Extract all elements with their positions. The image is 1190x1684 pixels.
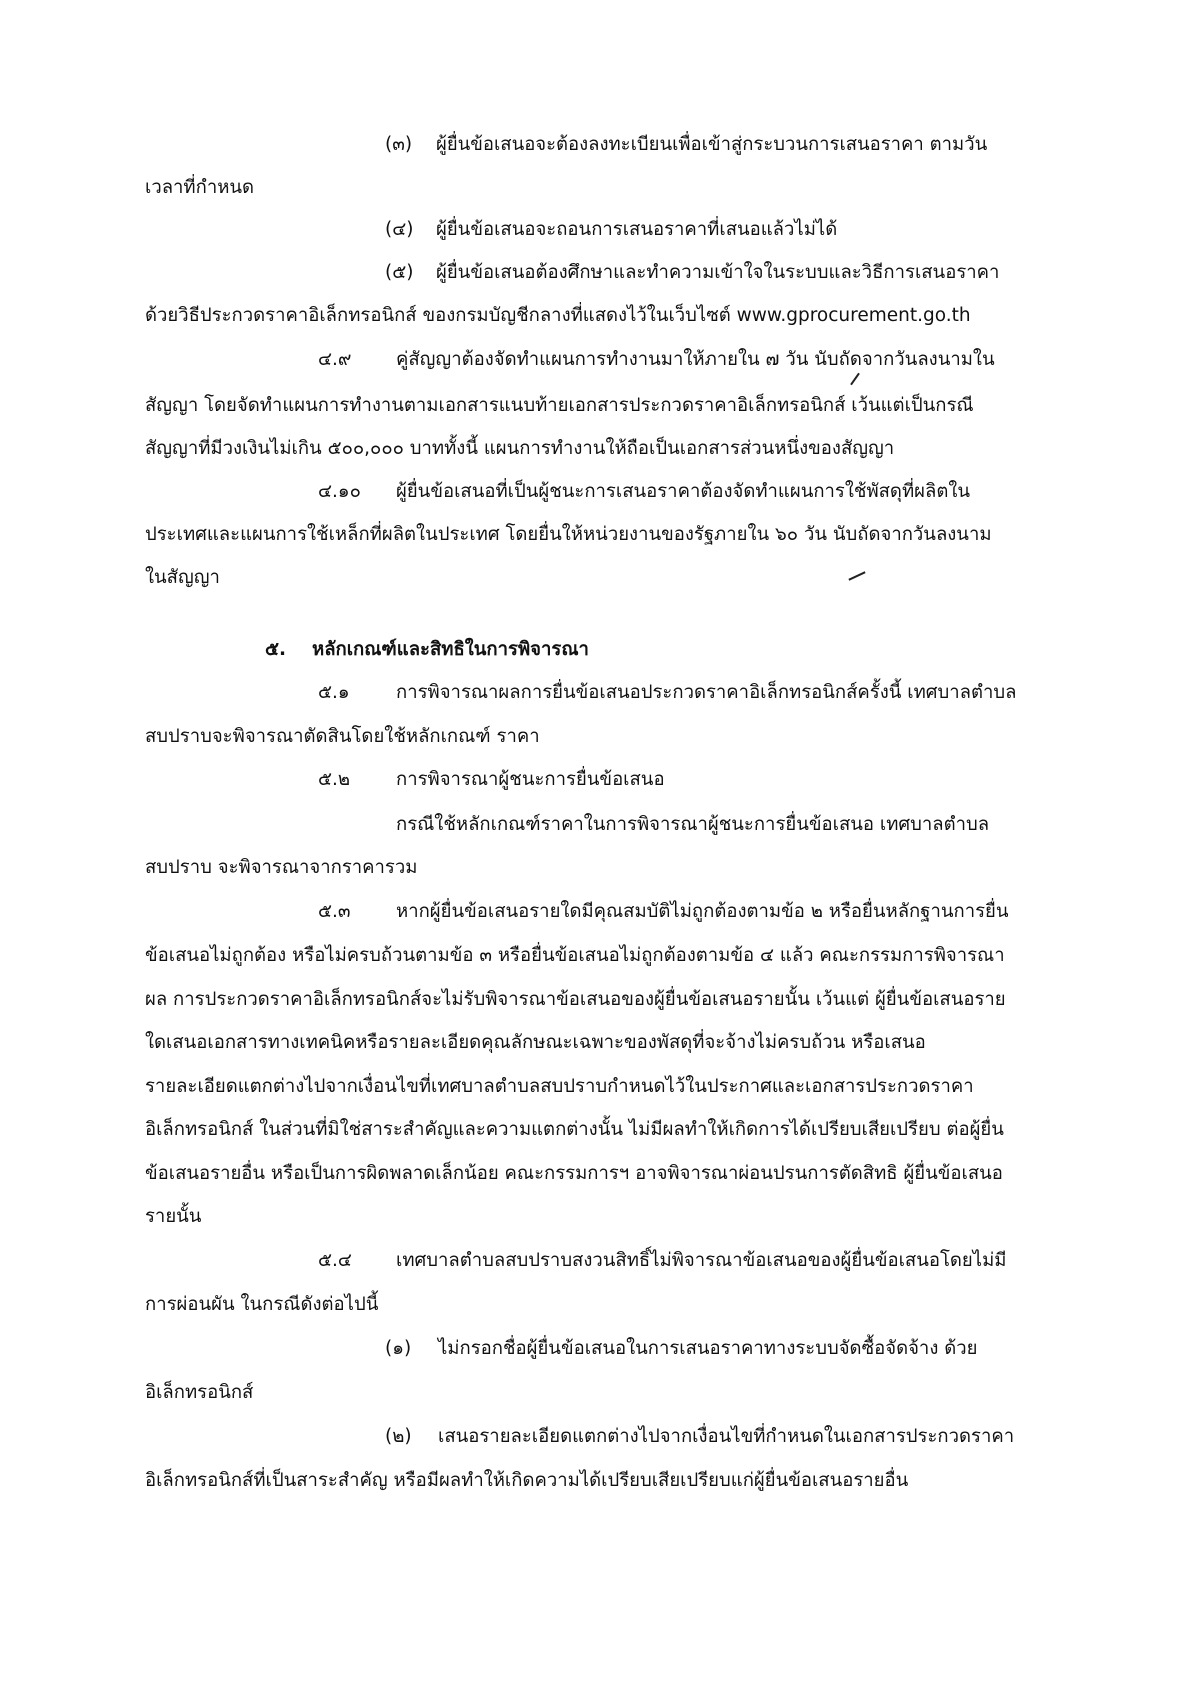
paragraph-line: ข้อเสนอรายอื่น หรือเป็นการผิดพลาดเล็กน้อย คณะกรรมการฯ อาจพิจารณาผ่อนปรนการตัดสิทธิ ผู้ยื่นข้อเสนอ — [145, 1163, 1003, 1184]
item-number: (๓) — [385, 134, 413, 155]
paragraph-line: ใดเสนอเอกสารทางเทคนิคหรือรายละเอียดคุณลักษณะเฉพาะของพัสดุที่จะจ้างไม่ครบถ้วน หรือเสนอ — [145, 1032, 926, 1053]
section-number: ๕.๑ — [318, 682, 350, 703]
paragraph-line: ผู้ยื่นข้อเสนอจะถอนการเสนอราคาที่เสนอแล้วไม่ได้ — [436, 219, 838, 240]
paragraph-line: ผู้ยื่นข้อเสนอที่เป็นผู้ชนะการเสนอราคาต้องจัดทำแผนการใช้พัสดุที่ผลิตใน — [396, 481, 971, 502]
pen-mark — [848, 571, 865, 580]
paragraph-line: การผ่อนผัน ในกรณีดังต่อไปนี้ — [145, 1294, 379, 1315]
paragraph-line: อิเล็กทรอนิกส์ — [145, 1382, 254, 1403]
section-number: ๔.๑๐ — [318, 481, 361, 502]
item-number: (๑) — [385, 1338, 412, 1359]
item-number: (๕) — [385, 262, 414, 283]
section-number: ๕.๓ — [318, 901, 351, 922]
paragraph-line: ข้อเสนอไม่ถูกต้อง หรือไม่ครบถ้วนตามข้อ ๓ หรือยื่นข้อเสนอไม่ถูกต้องตามข้อ ๔ แล้ว คณะกรรมการพิจารณา — [145, 945, 1005, 966]
section-heading: หลักเกณฑ์และสิทธิในการพิจารณา — [312, 639, 589, 660]
paragraph-line: ผู้ยื่นข้อเสนอต้องศึกษาและทำความเข้าใจในระบบและวิธีการเสนอราคา — [436, 262, 1000, 283]
paragraph-line: ด้วยวิธีประกวดราคาอิเล็กทรอนิกส์ ของกรมบัญชีกลางที่แสดงไว้ในเว็บไซต์ www.gprocurement.go.th — [145, 305, 971, 326]
paragraph-line: อิเล็กทรอนิกส์ที่เป็นสาระสำคัญ หรือมีผลทำให้เกิดความได้เปรียบเสียเปรียบแก่ผู้ยื่นข้อเสนอรายอื่น — [145, 1470, 909, 1491]
section-number: ๔.๙ — [318, 349, 352, 370]
paragraph-line: ประเทศและแผนการใช้เหล็กที่ผลิตในประเทศ โดยยื่นให้หน่วยงานของรัฐภายใน ๖๐ วัน นับถัดจากวันลงนาม — [145, 524, 992, 545]
paragraph-line: ในสัญญา — [145, 567, 220, 588]
paragraph-line: เวลาที่กำหนด — [145, 177, 255, 198]
paragraph-line: สบปราบ จะพิจารณาจากราคารวม — [145, 857, 418, 878]
paragraph-line: รายนั้น — [145, 1206, 202, 1227]
paragraph-line: กรณีใช้หลักเกณฑ์ราคาในการพิจารณาผู้ชนะการยื่นข้อเสนอ เทศบาลตำบล — [396, 814, 990, 835]
paragraph-line: การพิจารณาผลการยื่นข้อเสนอประกวดราคาอิเล็กทรอนิกส์ครั้งนี้ เทศบาลตำบล — [396, 682, 1017, 703]
paragraph-line: ผล การประกวดราคาอิเล็กทรอนิกส์จะไม่รับพิจารณาข้อเสนอของผู้ยื่นข้อเสนอรายนั้น เว้นแต่ ผู้ยื่นข้อเสนอราย — [145, 989, 1006, 1010]
paragraph-line: เสนอรายละเอียดแตกต่างไปจากเงื่อนไขที่กำหนดในเอกสารประกวดราคา — [438, 1426, 1015, 1447]
paragraph-line: สบปราบจะพิจารณาตัดสินโดยใช้หลักเกณฑ์ ราคา — [145, 726, 540, 747]
paragraph-line: สัญญาที่มีวงเงินไม่เกิน ๕๐๐,๐๐๐ บาททั้งนี้ แผนการทำงานให้ถือเป็นเอกสารส่วนหนึ่งของสัญญา — [145, 438, 895, 459]
section-number: ๕.๒ — [318, 769, 351, 790]
paragraph-line: การพิจารณาผู้ชนะการยื่นข้อเสนอ — [396, 769, 665, 790]
paragraph-line: คู่สัญญาต้องจัดทำแผนการทำงานมาให้ภายใน ๗ วัน นับถัดจากวันลงนามใน — [396, 349, 995, 370]
paragraph-line: สัญญา โดยจัดทำแผนการทำงานตามเอกสารแนบท้ายเอกสารประกวดราคาอิเล็กทรอนิกส์ เว้นแต่เป็นกรณี — [145, 395, 974, 416]
paragraph-line: ผู้ยื่นข้อเสนอจะต้องลงทะเบียนเพื่อเข้าสู่กระบวนการเสนอราคา ตามวัน — [436, 134, 988, 155]
paragraph-line: อิเล็กทรอนิกส์ ในส่วนที่มิใช่สาระสำคัญและความแตกต่างนั้น ไม่มีผลทำให้เกิดการได้เปรียบเสียเปรียบ ต่อผู้ยื่น — [145, 1119, 1004, 1140]
paragraph-line: รายละเอียดแตกต่างไปจากเงื่อนไขที่เทศบาลตำบลสบปราบกำหนดไว้ในประกาศและเอกสารประกวดราคา — [145, 1076, 974, 1097]
paragraph-line: เทศบาลตำบลสบปราบสงวนสิทธิ์ไม่พิจารณาข้อเสนอของผู้ยื่นข้อเสนอโดยไม่มี — [396, 1250, 1007, 1271]
section-number: ๕.๔ — [318, 1250, 352, 1271]
paragraph-line: หากผู้ยื่นข้อเสนอรายใดมีคุณสมบัติไม่ถูกต้องตามข้อ ๒ หรือยื่นหลักฐานการยื่น — [396, 901, 1009, 922]
item-number: (๒) — [385, 1426, 412, 1447]
item-number: (๔) — [385, 219, 414, 240]
section-heading-number: ๕. — [265, 639, 287, 660]
paragraph-line: ไม่กรอกชื่อผู้ยื่นข้อเสนอในการเสนอราคาทางระบบจัดซื้อจัดจ้าง ด้วย — [438, 1338, 978, 1359]
